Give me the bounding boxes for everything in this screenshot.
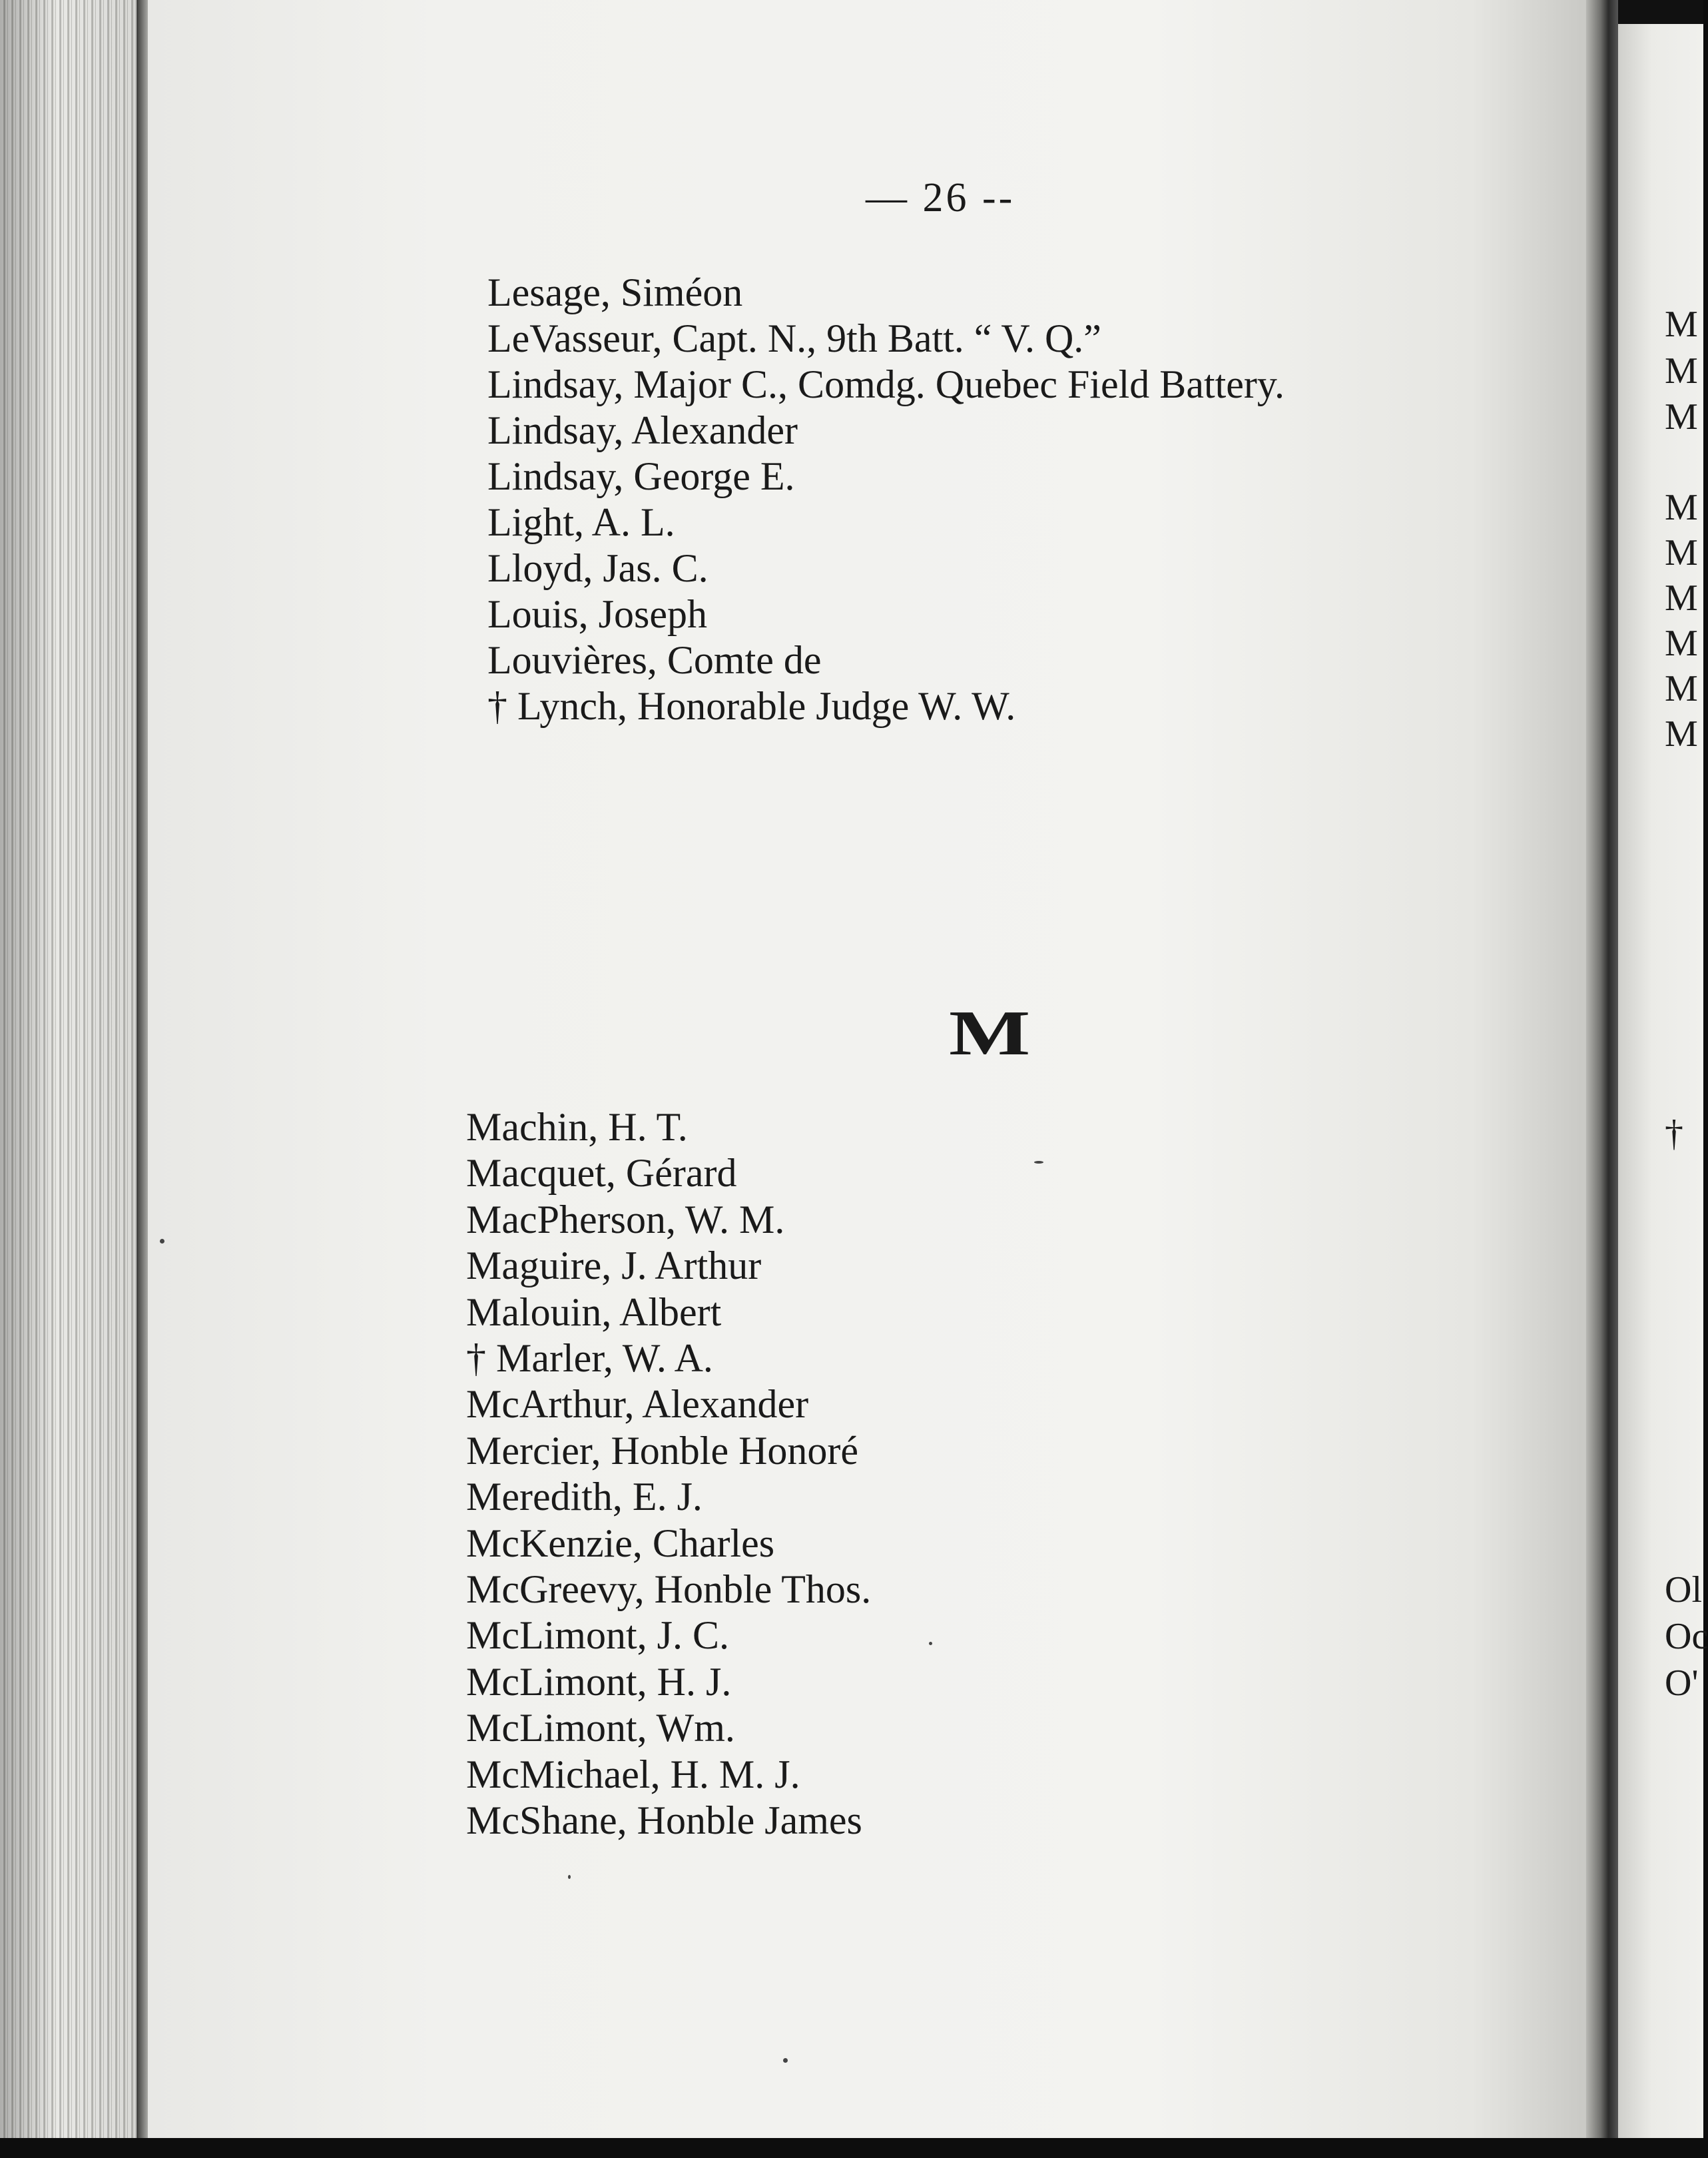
facing-fragment: M — [1665, 304, 1698, 345]
page-number: — 26 -- — [866, 175, 1015, 220]
list-item: Louvières, Comte de — [487, 638, 822, 682]
facing-fragment: † — [1665, 1113, 1683, 1154]
facing-fragment: M — [1665, 532, 1698, 573]
book-gutter — [1586, 0, 1618, 2158]
list-item: † Lynch, Honorable Judge W. W. — [487, 684, 1016, 728]
list-item: McLimont, Wm. — [466, 1706, 735, 1750]
list-item: McLimont, H. J. — [466, 1659, 732, 1704]
list-item: Lindsay, George E. — [487, 454, 795, 498]
facing-fragment: M — [1665, 713, 1698, 755]
speck — [929, 1642, 932, 1645]
speck — [160, 1239, 164, 1244]
facing-fragment: Ol — [1665, 1569, 1702, 1611]
list-item: McArthur, Alexander — [466, 1382, 809, 1427]
list-item: Meredith, E. J. — [466, 1475, 703, 1519]
speck — [783, 2058, 788, 2063]
list-item: Machin, H. T. — [466, 1105, 688, 1149]
list-item: MacPherson, W. M. — [466, 1197, 785, 1242]
scan-bottom-edge — [0, 2138, 1703, 2158]
section-heading-m: M — [949, 997, 1033, 1068]
list-item: Lesage, Siméon — [487, 270, 743, 314]
list-item: McKenzie, Charles — [466, 1521, 775, 1565]
facing-fragment: M — [1665, 623, 1698, 664]
facing-fragment: M — [1665, 668, 1698, 709]
list-item: † Marler, W. A. — [466, 1336, 713, 1381]
list-item: Louis, Joseph — [487, 592, 707, 636]
list-item: Macquet, Gérard — [466, 1151, 737, 1196]
l-entries-list — [487, 270, 1284, 729]
list-item: Lindsay, Alexander — [487, 408, 798, 452]
facing-fragment: Oc — [1665, 1616, 1708, 1657]
facing-fragment: M — [1665, 577, 1698, 619]
list-item: Maguire, J. Arthur — [466, 1244, 762, 1288]
stacked-page-edges — [0, 0, 143, 2158]
list-item: Lindsay, Major C., Comdg. Quebec Field Battery. — [487, 362, 1285, 406]
list-item: McGreevy, Honble Thos. — [466, 1567, 872, 1612]
list-item: Mercier, Honble Honoré — [466, 1428, 859, 1473]
speck — [568, 1875, 571, 1879]
list-item: McLimont, J. C. — [466, 1613, 730, 1658]
facing-fragment: O' — [1665, 1662, 1699, 1704]
list-item: LeVasseur, Capt. N., 9th Batt. “ V. Q.” — [487, 316, 1101, 360]
list-item: McMichael, H. M. J. — [466, 1752, 800, 1796]
list-item: Light, A. L. — [487, 500, 675, 544]
list-item: Lloyd, Jas. C. — [487, 546, 709, 590]
list-item: Malouin, Albert — [466, 1289, 722, 1334]
facing-page-corner — [1618, 0, 1703, 24]
list-item: McShane, Honble James — [466, 1798, 862, 1843]
speck — [1034, 1161, 1043, 1164]
facing-fragment: M — [1665, 487, 1698, 528]
facing-fragment: M — [1665, 396, 1698, 438]
facing-fragment: M — [1665, 350, 1698, 392]
m-entries-list — [466, 1104, 871, 1844]
